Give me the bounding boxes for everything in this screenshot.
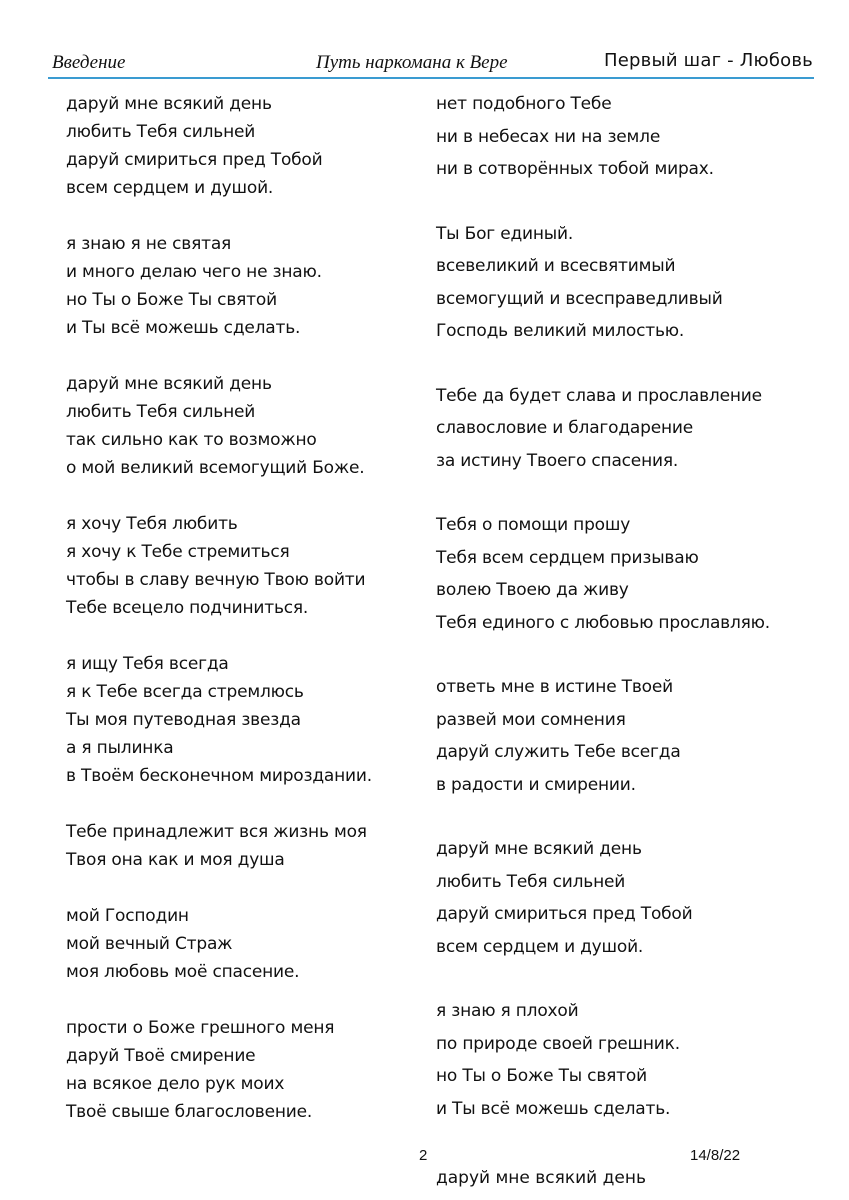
poem-line: Тебя единого с любовью прославляю. bbox=[436, 612, 770, 633]
poem-stanza bbox=[436, 995, 816, 1125]
poem-line: любить Тебя сильней bbox=[436, 871, 626, 892]
poem-line: Тебя всем сердцем призываю bbox=[436, 547, 699, 568]
poem-line: о мой великий всемогущий Боже. bbox=[66, 458, 365, 478]
poem-line: Тебе принадлежит вся жизнь моя bbox=[66, 822, 367, 842]
poem-stanza bbox=[66, 90, 406, 202]
poem-stanza bbox=[66, 818, 406, 874]
poem-stanza bbox=[436, 380, 816, 478]
poem-line: даруй мне всякий день bbox=[436, 839, 642, 859]
poem-line: даруй служить Тебе всегда bbox=[436, 742, 681, 762]
poem-line: даруй смириться пред Тобой bbox=[436, 904, 693, 924]
poem-line: волею Твоею да живу bbox=[436, 580, 629, 600]
page-date: 14/8/22 bbox=[690, 1147, 741, 1164]
poem-line: за истину Твоего спасения. bbox=[436, 450, 679, 471]
poem-line: ни в небесах ни на земле bbox=[436, 126, 661, 147]
poem-stanza bbox=[436, 218, 816, 348]
poem-line: чтобы в славу вечную Твою войти bbox=[66, 570, 366, 590]
poem-line: ни в сотворённых тобой мирах. bbox=[436, 159, 714, 179]
poem-line: Твоя она как и моя душа bbox=[66, 850, 285, 870]
poem-column-left bbox=[66, 90, 406, 1154]
poem-line: по природе своей грешник. bbox=[436, 1033, 680, 1054]
poem-stanza bbox=[66, 370, 406, 482]
poem-line: Тебе всецело подчиниться. bbox=[66, 598, 309, 618]
poem-line: нет подобного Тебе bbox=[436, 94, 612, 114]
poem-stanza bbox=[66, 230, 406, 342]
poem-line: в радости и смирении. bbox=[436, 774, 636, 795]
poem-line: Ты Бог единый. bbox=[436, 223, 574, 244]
poem-line: славословие и благодарение bbox=[436, 418, 693, 438]
poem-line: Господь великий милостью. bbox=[436, 321, 685, 341]
poem-line: любить Тебя сильней bbox=[66, 402, 256, 422]
poem-stanza bbox=[66, 902, 406, 986]
poem-line: любить Тебя сильней bbox=[66, 122, 256, 142]
header-book-title: Путь наркомана к Вере bbox=[316, 52, 508, 73]
page-number: 2 bbox=[419, 1147, 428, 1164]
poem-line: развей мои сомнения bbox=[436, 709, 626, 730]
poem-line: а я пылинка bbox=[66, 738, 174, 758]
poem-overflow-line: даруй мне всякий день bbox=[436, 1168, 646, 1188]
poem-line: и много делаю чего не знаю. bbox=[66, 262, 322, 282]
poem-stanza bbox=[436, 833, 816, 963]
poem-line: мой вечный Страж bbox=[66, 934, 233, 954]
poem-line: я хочу Тебя любить bbox=[66, 514, 238, 534]
poem-line: я к Тебе всегда стремлюсь bbox=[66, 682, 304, 702]
poem-column-right bbox=[436, 88, 816, 1157]
poem-line: Твоё свыше благословение. bbox=[66, 1102, 313, 1122]
page-header bbox=[0, 0, 849, 80]
poem-line: так сильно как то возможно bbox=[66, 430, 317, 450]
poem-line: я хочу к Тебе стремиться bbox=[66, 542, 290, 562]
poem-line: мой Господин bbox=[66, 906, 189, 926]
poem-line: моя любовь моё спасение. bbox=[66, 962, 300, 982]
poem-stanza bbox=[66, 510, 406, 622]
poem-line: и Ты всё можешь сделать. bbox=[436, 1098, 671, 1119]
poem-stanza bbox=[436, 88, 816, 186]
poem-stanza bbox=[436, 671, 816, 801]
poem-line: я знаю я не святая bbox=[66, 234, 232, 254]
poem-line: всем сердцем и душой. bbox=[436, 936, 644, 957]
poem-line: всем сердцем и душой. bbox=[66, 178, 274, 198]
header-section-title: Введение bbox=[52, 52, 126, 73]
poem-line: даруй мне всякий день bbox=[66, 94, 272, 114]
header-divider bbox=[48, 77, 814, 79]
poem-stanza bbox=[66, 650, 406, 790]
poem-line: в Твоём бесконечном мироздании. bbox=[66, 766, 372, 786]
poem-line: всемогущий и всесправедливый bbox=[436, 288, 723, 309]
poem-line: но Ты о Боже Ты святой bbox=[66, 290, 277, 310]
poem-line: всевеликий и всесвятимый bbox=[436, 256, 676, 276]
poem-line: прости о Боже грешного меня bbox=[66, 1018, 335, 1038]
poem-line: я ищу Тебя всегда bbox=[66, 654, 229, 674]
poem-line: на всякое дело рук моих bbox=[66, 1074, 285, 1094]
header-chapter-title: Первый шаг - Любовь bbox=[604, 50, 813, 71]
poem-line: даруй Твоё смирение bbox=[66, 1046, 256, 1066]
poem-stanza bbox=[66, 1014, 406, 1126]
poem-line: но Ты о Боже Ты святой bbox=[436, 1066, 647, 1086]
poem-line: и Ты всё можешь сделать. bbox=[66, 318, 301, 338]
poem-stanza bbox=[436, 509, 816, 639]
poem-line: я знаю я плохой bbox=[436, 1001, 579, 1021]
poem-line: Ты моя путеводная звезда bbox=[66, 710, 301, 730]
poem-line: даруй смириться пред Тобой bbox=[66, 150, 323, 170]
poem-line: даруй мне всякий день bbox=[66, 374, 272, 394]
poem-line: ответь мне в истине Твоей bbox=[436, 677, 673, 697]
poem-line: Тебя о помощи прошу bbox=[436, 515, 631, 535]
poem-line: Тебе да будет слава и прославление bbox=[436, 385, 762, 406]
